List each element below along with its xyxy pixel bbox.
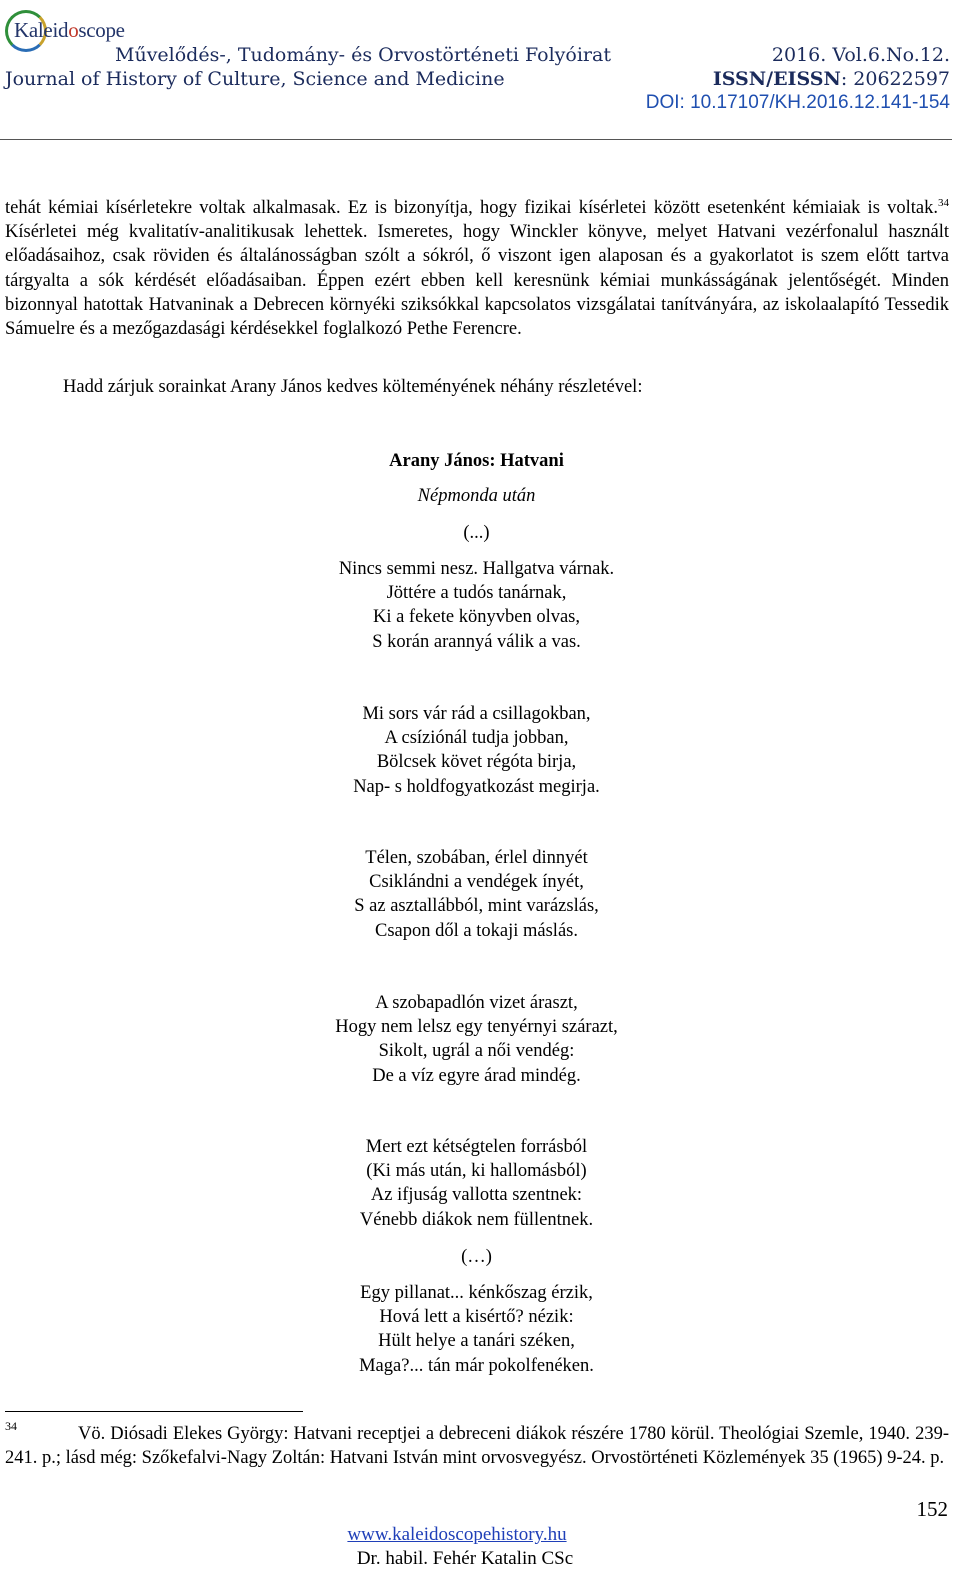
poem-line: (Ki más után, ki hallomásból) [366,1161,587,1182]
poem-line: Mi sors vár rád a csillagokban, [362,704,591,724]
doi-info [646,92,950,114]
body-paragraph [5,196,949,341]
poem-stanza [0,1135,953,1232]
poem-line: Télen, szobában, érlel dinnyét [365,848,588,868]
doi-label: DOI: [645,92,685,113]
poem-line: Hogy nem lelsz egy tenyérnyi szárazt, [335,1017,618,1038]
poem-line: A szobapadlón vizet áraszt, [375,993,578,1013]
header-divider [0,139,952,140]
poem-line: A csíziónál tudja jobban, [384,728,569,749]
website-link[interactable]: www.kaleidoscopehistory.hu [347,1524,567,1545]
poem-line: Csiklándni a vendégek ínyét, [369,872,584,893]
poem-line: Bölcsek követ régóta birja, [376,752,577,773]
poem-line: Jöttére a tudós tanárnak, [386,583,567,604]
poem-line: Hová lett a kisértő? nézik: [379,1307,574,1328]
poem-line: De a víz egyre árad mindég. [372,1065,581,1086]
poem-stanza [0,702,953,799]
volume-info: 2016. Vol.6.No.12. [771,44,950,66]
poem-line: Ki a fekete könyvben olvas, [372,607,581,628]
poem-subtitle: Népmonda után [417,486,536,506]
poem-stanza [0,557,953,654]
poem-line: S az asztallábból, mint varázslás, [354,896,599,917]
poem-line: Az ifjuság vallotta szentnek: [370,1185,583,1206]
poem-line: S korán arannyá válik a vas. [372,631,581,652]
poem-title: Arany János: Hatvani [389,451,564,471]
poem-line: Mert ezt kétségtelen forrásból [365,1137,588,1157]
footnote-number: 34 [5,1419,17,1433]
poem-line: Nap- s holdfogyatkozást megirja. [353,776,600,797]
issn-value: : 20622597 [840,68,950,90]
poem-ellipsis: (…) [461,1247,492,1267]
author-name: Dr. habil. Fehér Katalin CSc [356,1548,574,1569]
poem-line: Csapon dől a tokaji máslás. [375,920,578,941]
paragraph-text-start: tehát kémiai kísérletekre voltak alkalmasak. Ez is bizonyítja, hogy fizikai kísérletei között esetenként kémiaiak is voltak. [5,198,938,218]
poem-ellipsis: (...) [463,523,490,543]
journal-title-hungarian: Művelődés-, Tudomány- és Orvostörténeti Folyóirat [115,44,611,66]
poem-line: Maga?... tán már pokolfenéken. [359,1355,594,1376]
poem-stanza [0,846,953,943]
journal-title-english: Journal of History of Culture, Science and Medicine [5,68,505,90]
doi-value: 10.17107/KH.2016.12.141-154 [684,92,950,113]
issn-label: ISSN/EISSN [712,68,841,90]
journal-logo [5,4,125,52]
logo-accent-letter: o [68,18,79,42]
poem-stanza [0,1281,953,1378]
poem-stanza [0,991,953,1088]
page-number: 152 [916,1497,948,1521]
poem-line: Vénebb diákok nem füllentnek. [359,1209,594,1230]
poem-line: Nincs semmi nesz. Hallgatva várnak. [338,559,615,579]
logo-text: Kaleidoscope [14,18,125,42]
poem-line: Egy pillanat... kénkőszag érzik, [360,1283,593,1303]
intro-paragraph: Hadd zárjuk sorainkat Arany János kedves költeményének néhány részletével: [63,377,643,397]
issn-info [713,68,950,90]
paragraph-text-end: Kísérletei még kvalitatív-analitikusak lehettek. Ismeretes, hogy Winckler könyve, melyet Hatvani vezérfonalul használt előadásaihoz, csak röviden és általánosságban szólt a sókról, ő viszont igen alaposan és a gyakorlatot is szem előtt tartva tárgyalta a sók kérdését előadásaiban. Éppen ezért ebben kell keresnünk kémiai munkásságának jelentőségét. Minden bizonnyal hatottak Hatvaninak a Debrecen környéki sziksókkal kapcsolatos vizsgálatai tanítványára, az iskolaalapító Tessedik Sámuelre és a mezőgazdasági kérdésekkel foglalkozó Pethe Ferencre. [5,222,949,340]
poem-line: Hült helye a tanári széken, [378,1331,575,1352]
footnote-text: Vö. Diósadi Elekes György: Hatvani receptjei a debreceni diákok részére 1780 körül. Theológiai Szemle, 1940. 239-241. p.; lásd még: Szőkefalvi-Nagy Zoltán: Hatvani István mint orvosvegyész. Orvostörténeti Közlemények 35 (1965) 9-24. p. [5,1424,949,1469]
footnote-divider [5,1411,303,1412]
footnote-reference[interactable]: 34 [938,197,949,209]
poem-line: Sikolt, ugrál a női vendég: [378,1041,575,1062]
